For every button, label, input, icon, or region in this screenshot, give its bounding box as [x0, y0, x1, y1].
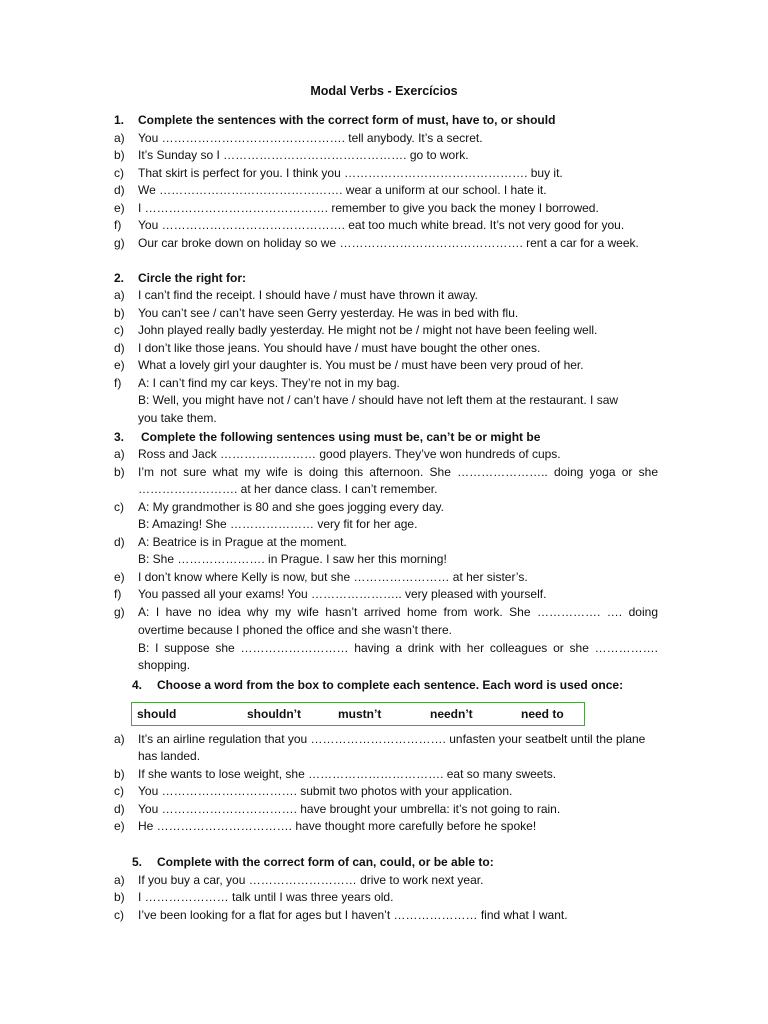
item-label: e) — [114, 358, 125, 372]
list-item — [0, 731, 768, 749]
section-title: Complete with the correct form of can, could, or be able to: — [157, 855, 494, 869]
item-text: What a lovely girl your daughter is. You must be / must have been very proud of her. — [138, 358, 584, 372]
section-number: 1. — [114, 113, 125, 127]
section-2-heading — [0, 270, 768, 288]
item-text: We ………………………………………. wear a uniform at our school. I hate it. — [138, 183, 547, 197]
item-label: g) — [114, 236, 125, 250]
list-item — [0, 889, 768, 907]
list-item — [0, 217, 768, 235]
list-item — [0, 357, 768, 375]
item-text: I don’t know where Kelly is now, but she …………………… at her sister’s. — [138, 570, 528, 584]
item-label: d) — [114, 183, 125, 197]
list-item — [0, 783, 768, 801]
list-item — [0, 375, 768, 393]
item-text: has landed. — [138, 749, 201, 763]
item-label: f) — [114, 376, 122, 390]
item-text: A: I can’t find my car keys. They’re not in my bag. — [138, 376, 400, 390]
list-item — [0, 340, 768, 358]
item-label: a) — [114, 732, 125, 746]
list-item — [0, 305, 768, 323]
item-label: d) — [114, 341, 125, 355]
list-item — [0, 147, 768, 165]
item-text: It’s an airline regulation that you ……………………………. unfasten your seatbelt until the plane — [138, 732, 646, 746]
list-item — [0, 766, 768, 784]
list-item — [0, 534, 768, 552]
item-label: c) — [114, 500, 124, 514]
item-text: B: Well, you might have not / can’t have / should have not left them at the restaurant. I saw — [138, 393, 619, 407]
section-number: 2. — [114, 271, 125, 285]
item-text: Ross and Jack …………………… good players. They’ve won hundreds of cups. — [138, 447, 561, 461]
item-text: A: My grandmother is 80 and she goes jogging every day. — [138, 500, 444, 514]
item-text: I don’t like those jeans. You should have / must have bought the other ones. — [138, 341, 541, 355]
item-text: B: She …………………. in Prague. I saw her this morning! — [138, 552, 447, 566]
item-label: a) — [114, 873, 125, 887]
item-label: c) — [114, 784, 124, 798]
box-word: shouldn’t — [247, 707, 301, 721]
item-label: e) — [114, 570, 125, 584]
list-item — [0, 392, 768, 410]
item-label: c) — [114, 908, 124, 922]
list-item — [0, 586, 768, 604]
box-word: need to — [521, 707, 564, 721]
item-label: e) — [114, 201, 125, 215]
item-text: A: I have no idea why my wife hasn’t arrived home from work. She ……………. …. doing — [138, 605, 658, 619]
item-label: e) — [114, 819, 125, 833]
item-label: b) — [114, 890, 125, 904]
item-label: b) — [114, 465, 125, 479]
item-text: You ……………………………. have brought your umbrella: it’s not going to rain. — [138, 802, 561, 816]
section-1-heading — [0, 112, 768, 130]
item-text: I ………………………………………. remember to give you back the money I borrowed. — [138, 201, 599, 215]
item-text: I ………………… talk until I was three years old. — [138, 890, 394, 904]
item-text: A: Beatrice is in Prague at the moment. — [138, 535, 347, 549]
list-item — [0, 516, 768, 534]
item-text: You passed all your exams! You ………………….. very pleased with yourself. — [138, 587, 547, 601]
item-text: shopping. — [138, 658, 191, 672]
list-item — [0, 130, 768, 148]
page-title: Modal Verbs - Exercícios — [310, 84, 458, 98]
list-item — [0, 551, 768, 569]
item-text: Our car broke down on holiday so we ………………………………………. rent a car for a week. — [138, 236, 639, 250]
item-text: You can’t see / can’t have seen Gerry yesterday. He was in bed with flu. — [138, 306, 519, 320]
item-text: ……………………. at her dance class. I can’t remember. — [138, 482, 438, 496]
item-text: You ……………………………. submit two photos with your application. — [138, 784, 513, 798]
item-label: a) — [114, 131, 125, 145]
section-number: 3. — [114, 430, 125, 444]
item-label: g) — [114, 605, 125, 619]
item-label: b) — [114, 306, 125, 320]
list-item — [0, 872, 768, 890]
list-item — [0, 235, 768, 253]
section-5-heading — [0, 854, 768, 872]
item-label: d) — [114, 535, 125, 549]
list-item — [0, 622, 768, 640]
item-label: b) — [114, 148, 125, 162]
item-text: That skirt is perfect for you. I think you ………………………………………. buy it. — [138, 166, 563, 180]
list-item — [0, 287, 768, 305]
item-text: It’s Sunday so I ………………………………………. go to work. — [138, 148, 469, 162]
list-item — [0, 499, 768, 517]
item-label: a) — [114, 447, 125, 461]
section-number: 5. — [132, 855, 143, 869]
list-item — [0, 640, 768, 658]
list-item — [0, 657, 768, 675]
list-item — [0, 200, 768, 218]
item-text: I can’t find the receipt. I should have / must have thrown it away. — [138, 288, 478, 302]
section-3-heading — [0, 429, 768, 447]
list-item — [0, 446, 768, 464]
item-label: f) — [114, 218, 122, 232]
item-label: f) — [114, 587, 122, 601]
section-title: Circle the right for: — [138, 271, 247, 285]
section-4-heading — [0, 677, 768, 695]
box-word: needn’t — [430, 707, 473, 721]
list-item — [0, 322, 768, 340]
item-text: John played really badly yesterday. He might not be / might not have been feeling well. — [138, 323, 598, 337]
list-item — [0, 182, 768, 200]
item-text: B: I suppose she ……………………… having a drink with her colleagues or she ……………. — [138, 641, 658, 655]
word-box — [131, 702, 585, 726]
item-text: I’m not sure what my wife is doing this afternoon. She ………………….. doing yoga or she — [138, 465, 658, 479]
item-label: a) — [114, 288, 125, 302]
list-item — [0, 481, 768, 499]
section-title: Complete the following sentences using must be, can’t be or might be — [141, 430, 541, 444]
list-item — [0, 907, 768, 925]
section-title: Complete the sentences with the correct form of must, have to, or should — [138, 113, 556, 127]
list-item — [0, 818, 768, 836]
item-text: overtime because I phoned the office and she wasn’t there. — [138, 623, 452, 637]
item-text: I’ve been looking for a flat for ages but I haven’t ………………… find what I want. — [138, 908, 568, 922]
item-label: d) — [114, 802, 125, 816]
item-text: If she wants to lose weight, she ……………………………. eat so many sweets. — [138, 767, 557, 781]
list-item — [0, 748, 768, 766]
section-title: Choose a word from the box to complete each sentence. Each word is used once: — [157, 678, 624, 692]
item-text: You ………………………………………. eat too much white bread. It’s not very good for you. — [138, 218, 625, 232]
list-item — [0, 464, 768, 482]
item-text: You ………………………………………. tell anybody. It’s a secret. — [138, 131, 483, 145]
item-text: you take them. — [138, 411, 217, 425]
box-word: mustn’t — [338, 707, 382, 721]
item-text: If you buy a car, you ……………………… drive to work next year. — [138, 873, 484, 887]
list-item — [0, 165, 768, 183]
list-item — [0, 801, 768, 819]
item-text: He ……………………………. have thought more carefully before he spoke! — [138, 819, 537, 833]
item-text: B: Amazing! She ………………… very fit for her age. — [138, 517, 418, 531]
item-label: b) — [114, 767, 125, 781]
box-word: should — [137, 707, 177, 721]
list-item — [0, 604, 768, 622]
section-number: 4. — [132, 678, 143, 692]
item-label: c) — [114, 166, 124, 180]
list-item — [0, 569, 768, 587]
list-item — [0, 410, 768, 428]
item-label: c) — [114, 323, 124, 337]
